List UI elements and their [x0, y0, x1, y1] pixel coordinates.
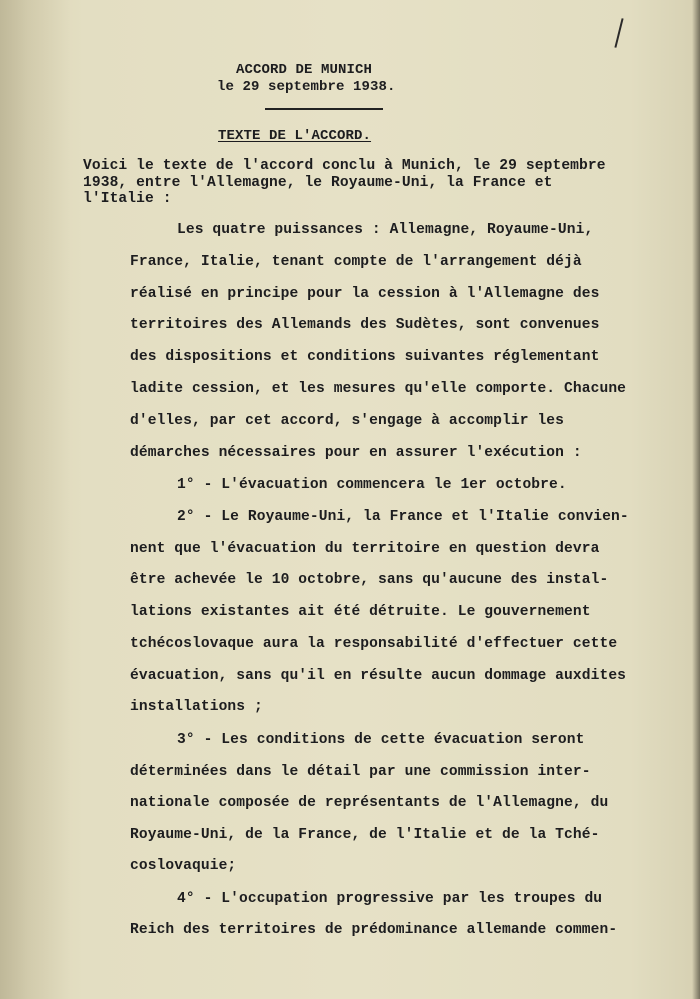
body-line: France, Italie, tenant compte de l'arrangement déjà	[130, 254, 582, 270]
body-line: 4° - L'occupation progressive par les troupes du	[177, 891, 603, 907]
document-date: le 29 septembre 1938.	[217, 79, 396, 95]
body-line: nationale composée de représentants de l'Allemagne, du	[130, 795, 609, 811]
body-line: Royaume-Uni, de la France, de l'Italie et de la Tché-	[130, 827, 600, 843]
body-line: tchécoslovaque aura la responsabilité d'effectuer cette	[130, 636, 618, 652]
body-line: lations existantes ait été détruite. Le gouvernement	[130, 604, 591, 620]
body-line: évacuation, sans qu'il en résulte aucun dommage auxdites	[130, 668, 627, 684]
body-line: installations ;	[130, 699, 263, 715]
body-line: déterminées dans le détail par une commission inter-	[130, 764, 591, 780]
body-line: 1° - L'évacuation commencera le 1er octobre.	[177, 477, 567, 493]
body-line: territoires des Allemands des Sudètes, sont convenues	[130, 317, 600, 333]
paper-edge-shadow	[0, 0, 70, 999]
body-line: 3° - Les conditions de cette évacuation seront	[177, 732, 585, 748]
document-subtitle: TEXTE DE L'ACCORD.	[218, 128, 372, 144]
document-title: ACCORD DE MUNICH	[236, 62, 373, 78]
body-line: Les quatre puissances : Allemagne, Royaume-Uni,	[177, 222, 594, 238]
body-line: ladite cession, et les mesures qu'elle comporte. Chacune	[130, 381, 627, 397]
title-rule	[265, 108, 383, 110]
handwritten-mark	[614, 18, 623, 48]
body-line: démarches nécessaires pour en assurer l'exécution :	[130, 445, 582, 461]
body-line: réalisé en principe pour la cession à l'Allemagne des	[130, 286, 600, 302]
intro-line: 1938, entre l'Allemagne, le Royaume-Uni, la France et	[83, 175, 553, 191]
intro-line: l'Italie :	[83, 191, 172, 207]
body-line: des dispositions et conditions suivantes réglementant	[130, 349, 600, 365]
body-line: coslovaquie;	[130, 858, 237, 874]
body-line: nent que l'évacuation du territoire en question devra	[130, 541, 600, 557]
intro-line: Voici le texte de l'accord conclu à Munich, le 29 septembre	[83, 158, 606, 174]
body-line: 2° - Le Royaume-Uni, la France et l'Italie convien-	[177, 509, 629, 525]
body-line: d'elles, par cet accord, s'engage à accomplir les	[130, 413, 565, 429]
body-line: Reich des territoires de prédominance allemande commen-	[130, 922, 618, 938]
body-line: être achevée le 10 octobre, sans qu'aucune des instal-	[130, 572, 609, 588]
scan-border	[692, 0, 700, 999]
